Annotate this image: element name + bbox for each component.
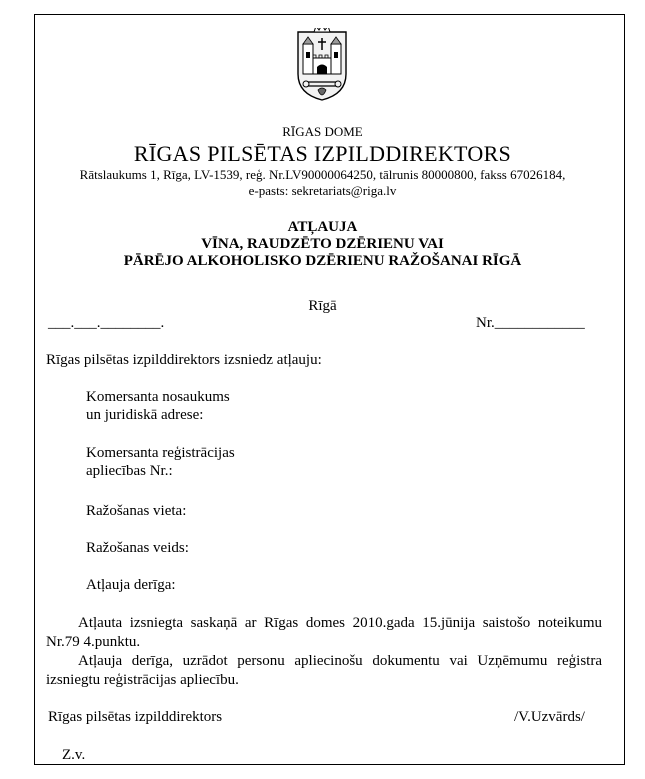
riga-coat-of-arms-icon: [294, 28, 350, 102]
document-title: ATĻAUJA: [287, 219, 358, 235]
registration-label: Komersanta reģistrācijas: [86, 445, 235, 461]
number-field: Nr.____________: [476, 315, 585, 331]
place-of-issue: Rīgā: [308, 298, 337, 314]
date-field: ___.___.________.: [48, 315, 165, 331]
registration-number-label: apliecības Nr.:: [86, 463, 173, 479]
signatory-name: /V.Uzvārds/: [514, 709, 585, 725]
address-line: Rātslaukums 1, Rīga, LV-1539, reģ. Nr.LV90000064250, tālrunis 80000800, fakss 67026184,: [79, 167, 566, 182]
validity-paragraph: Atļauja derīga, uzrādot personu apliecinošu dokumentu vai Uzņēmumu reģistra izsniegtu reģistrācijas apliecību.: [46, 653, 602, 688]
production-place-label: Ražošanas vieta:: [86, 503, 187, 519]
seal-place: Z.v.: [62, 747, 86, 763]
signatory-role: Rīgas pilsētas izpilddirektors: [48, 709, 223, 725]
intro-text: Rīgas pilsētas izpilddirektors izsniedz atļauju:: [46, 352, 322, 368]
production-type-label: Ražošanas veids:: [86, 540, 189, 556]
email-line: e-pasts: sekretariats@riga.lv: [248, 183, 397, 198]
document-subtitle-line-2: PĀRĒJO ALKOHOLISKO DZĒRIENU RAŽOŠANAI RĪGĀ: [123, 253, 522, 269]
legal-basis-paragraph: Atļauta izsniegta saskaņā ar Rīgas domes 2010.gada 15.jūnija saistošo noteikumu Nr.79 4.punktu.: [46, 615, 602, 650]
organization-name: RĪGAS DOME: [282, 124, 363, 139]
document-subtitle-line-1: VĪNA, RAUDZĒTO DZĒRIENU VAI: [201, 236, 444, 252]
company-name-label: Komersanta nosaukums: [86, 389, 230, 405]
company-address-label: un juridiskā adrese:: [86, 407, 204, 423]
issuer-title: RĪGAS PILSĒTAS IZPILDDIREKTORS: [133, 141, 512, 166]
validity-label: Atļauja derīga:: [86, 577, 176, 593]
